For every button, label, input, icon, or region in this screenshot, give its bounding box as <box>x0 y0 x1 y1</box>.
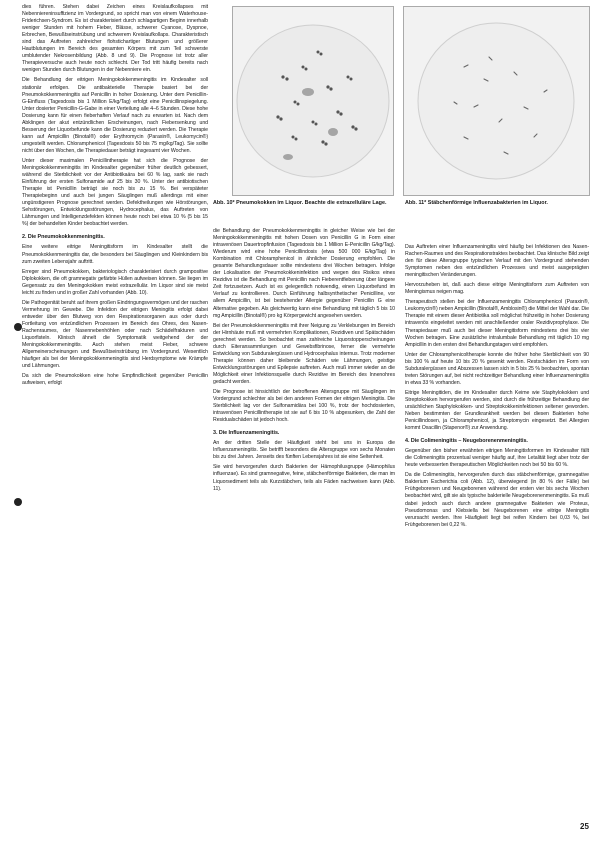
figure-10-caption: Abb. 10* Pneumokokken im Liquor. Beachte die extrazelluläre Lage. <box>213 200 387 206</box>
figure-pneumococci-micrograph <box>232 6 394 196</box>
binder-hole-bottom <box>14 498 22 506</box>
paragraph: die Behandlung der Pneumokokkenmeningitis in gleicher Weise wie bei der Meningokokkenmeningitis mit hohen Dosen von Penicillin G in Form einer intravenösen Dauertropfinfusion (Tagesdosis bis 1 Million E-Penicillin G/kg/Tag). Wiederum wird eine hohe Penicillindosis (etwa 500 000 E/kg/Tag) in Kombination mit Chloramphenicol in ähnlicher Dosierung empfohlen. Die gesamte Behandlungsdauer sollte mindestens drei Wochen betragen. Infolge der Lokalisation der Pneumokokkeninfektion und wegen des Risikos eines Rezidivs ist die Behandlung mit Penicillin nach Fieberentfieberung über längere Zeit fortzusetzen. Auch ist es gelegentlich notwendig, einen Liquorbefund im Verlauf zu kontrollieren. Durch Einführung halbsynthetischer Penicilline, vor allem Ampicillin, ist bei bestehender Allergie gegenüber Penicillin G eine Alternative gegeben. Als gleichwertig kann eine Behandlung mit täglich 5 bis 10 mg Ampicillin (Binotal®) pro kg Körpergewicht angesehen werden. <box>213 228 395 319</box>
paragraph: Eitrige Meningitiden, die im Kindesalter durch Keime wie Staphylokokken und Streptokokken hervorgerufen werden, sind durch die frühzeitige Behandlung der ursächlichen Staphylokokken- und Streptokokkeninfektionen seltener geworden. Neben bestimmten der Grundkrankheit werden bei diesen Bakterien hohe Penicillindosen, ja Chloramphenicol, ja Streptomycin eingesetzt. Bei Allergien kommt Oxacillin (Stapenor®) zur Anwendung. <box>405 389 589 432</box>
paragraph: Sie wird hervorgerufen durch Bakterien der Hämophilusgruppe (Hämophilus influenzae). Es sind gramnegative, feine, stäbchenförmige Bakterien, die man im Liquorsediment teils als Kurzstäbchen, teils als Fäden nachweisen kann (Abb. 11). <box>213 464 395 492</box>
binder-hole-top <box>14 323 22 331</box>
paragraph: Unter dieser maximalen Penicillintherapie hat sich die Prognose der Meningokokkenmeningitis im Kindesalter gegenüber früher deutlich gebessert, während die Sterblichkeit vor der Antibiotikaära bei 60 % lag, sank sie nach Einführung der ersten Sulfonamide auf 25 bis 30 %. Unter der antibiotischen Therapie ist Penicillin beträgt sie noch bis zu 15 %. Bei verspäteter Therapiebeginn und auch bei jungen Säuglingen muß allerdings mit einer ungünstigeren Prognose gerechnet werden. Defektheilungen wie Hörstörungen, Sehstörungen, Entwicklungsstörungen, Hydrocephalus, das Auftreten von Lähmungen und Intelligenzdefekten können heute noch bei etwa 10 % (5 bis 15 %) der behandelten Kinder beobachtet werden. <box>22 157 208 228</box>
text-column-left <box>22 4 208 824</box>
micrograph-image <box>404 7 589 195</box>
paragraph: Eine weitere eitrige Meningitisform im Kindesalter stellt die Pneumokokkenmeningitis dar, die besonders bei Säuglingen und Kleinkindern bis zum zweiten Lebensjahr auftritt. <box>22 244 208 265</box>
paragraph: Da sich die Pneumokokken eine hohe Empfindlichkeit gegenüber Penicillin aufweisen, erfolgt <box>22 373 208 387</box>
paragraph: Unter der Chloramphenicoltherapie konnte die früher hohe Sterblichkeit von 90 bis 100 % auf heute 10 bis 20 % gesenkt werden. Restschäden im Form von Subduralergüssen und Abszessen lassen sich in 5 bis 25 % beobachten, spontan treten Störungen auf, bei nicht rechtzeitiger Behandlung einer Influenzameningitis in etwa 33 % vorhanden. <box>405 351 589 386</box>
section-heading: 2. Die Pneumokokkenmeningitis. <box>22 234 105 241</box>
page-number: 25 <box>580 822 589 831</box>
text-column-middle <box>213 228 395 823</box>
paragraph: dies führen. Stehen dabei Zeichen eines Kreislaufkollapses mit Nebenniereninsuffizienz im Vordergrund, so spricht man von einem Waterhouse-Friderichsen-Syndrom. Es ist charakterisiert durch schlagartigen Beginn innerhalb weniger Stunden mit hohem Fieber, Blässe, schwerer Cyanose, Dyspnoe, Erbrechen, Bewußtseinstrübung und schwerem Kreislaufkollaps. Charakteristisch sind das Auftreten zahlreicher flohstichartiger Blutungen und größerer Hautblutungen im Bereich des gesamten Körpers mit zum Teil schwerste umblutender Nekrosenbildung (Abb. 8 und 9). Die Prognose ist trotz aller Therapieversuche auch heute noch schlecht. Der Tod tritt häufig bereits nach wenigen Stunden durch Blutungen in der Nebenniere ein. <box>22 4 208 74</box>
micrograph-image <box>233 7 393 195</box>
section-heading: 3. Die Influenzameningitis. <box>213 430 280 437</box>
paragraph: Erreger sind Pneumokokken, bakteriologisch charakterisiert durch grampositive Diplokokken, die oft gramnegativ gefärbte Hüllen aufweisen können. Sie liegen im Gegensatz zu den Meningokokken meist extrazellulär. Im Liquor sind sie meist leicht zu finden und in großer Zahl vorhanden (Abb. 10). <box>22 268 208 296</box>
paragraph: Die Prognose ist hinsichtlich der betroffenen Altersgruppe mit Säuglingen im Vordergrund schlechter als bei den anderen Formen der eitrigen Meningitis. Die Sterblichkeit lag vor der Sulfonamidära bei 100 %, trotz der hochdosierten, intravenösen Penicillintherapie ist sie auf 6 bis 10 % abgesunken, die Zahl der Residualschäden ist jedoch hoch. <box>213 389 395 424</box>
paragraph: Das Auftreten einer Influenzameningitis wird häufig bei Infektionen des Nasen-Rachen-Raumes und des Respirationstraktes beobachtet. Das klinische Bild zeigt den für diese Altersgruppe typischen Verlauf mit den Vordergrund stehenden Symptomen neben des entzündlichen Prozesses und meist ausgeprägten meningitischen Veränderungen. <box>405 244 589 279</box>
paragraph: Da die Colimeningitis, hervorgerufen durch das stäbchenförmige, gramnegative Bakterium Escherichia coli (Abb. 12), überwiegend (in 80 % der Fälle) bei Frühgeborenen und Neugeborenen während der ersten vier bis sechs Wochen beobachtet wird, gilt sie als typische bakterielle Neugeborenenmeningitis. Es muß dabei jedoch auch durch andere gramnegative Bakterien wie Proteus, Pseudomonas und Klebsiella bei Neugeborenen eine eitrige Meningitis verursacht werden. Ihre Häufigkeit liegt bei reifen Kindern bei 0,03 %, bei Frühgeborenen bei 0,22 %. <box>405 472 589 528</box>
paragraph: Die Pathogenität beruht auf ihrem großen Eindringungsvermögen und der raschen Vermehrung im Gewebe. Die Infektion der eitrigen Meningitis erfolgt dabei entweder über den Blutweg von den Respirationsorganen aus oder durch Fortleitung von entzündlichen Prozessen im Bereich des Ohres, des Nasen-Rachenraumes, der Nasennebenhöhlen oder nach Schädelfrakturen und Liquorfisteln. Klinisch ähnelt die Symptomatik weitgehend der der Meningokokkenmeningitis. Auch stehen meist Fieber, schwere Allgemeinerscheinungen und Bewußtseinstrübung im Vordergrund. Wesentlich häufiger als bei der Meningokokkenmeningitis sind Herdsymptome wie Krämpfe und Lähmungen. <box>22 299 208 370</box>
paragraph: Die Behandlung der eitrigen Meningokokkenmeningitis im Kindesalter soll stationär erfolgen. Die antibakterielle Therapie basiert bei der Pneumokokkenmeningitis auf Penicillin in hoher Dosierung. Unter dem Penicillin-G-Einfluss (Tagesdosis bis 1 Million E/kg/Tag) erfolgt eine Penicillinspiegelung. Unter dosierter Penicillin-G-Gabe in einer Verteilung alle 4–6 Stunden. Diese hohe Dosierung kann für einen fieberhaften Verlauf nach zu erwarten ist. Nach dem Abklingen der akut entzündlichen Erscheinungen, nach Fiebersenkung und Besserung der Liquorbefunde kann die Dosierung reduziert werden. Die Therapie kann auf Ampicillin (Binotal®) oder Erythromycin (Paraxin®, Leukomycin®) umgestellt werden. Chloramphenicol (Tagesdosis 50 bis 75 mg/kg/Tag). Sie sollte nicht über den Wochen, die Therapiedauer beträgt insgesamt vier Wochen. <box>22 77 208 154</box>
paragraph: Therapeutisch stellen bei der Influenzameningitis Chloramphenicol (Paraxin®, Leukomycin®) neben Ampicillin (Binotal®, Amblosin®) die Mittel der Wahl dar. Die Therapie mit einem dieser Antibiotika soll möglichst frühzeitig in hoher Dosierung intravenös eingeleitet werden mit anschließender oraler Rezidivprophylaxe. Die Therapiedauer muß auch bei dieser Meningitisform mindestens drei bis vier Wochen betragen. Eine zusätzliche intralumbale Behandlung mit täglich 10 mg Ampicillin in den ersten drei Behandlungstagen wird empfohlen. <box>405 299 589 348</box>
figure-11-caption: Abb. 11* Stäbchenförmige Influenzabakterien im Liquor. <box>405 200 548 206</box>
section-heading: 4. Die Colimeningitis – Neugeborenenmeningitis. <box>405 438 528 445</box>
paragraph: Bei der Pneumokokkenmeningitis mit ihrer Neigung zu Verklebungen im Bereich der Hirnhäute muß mit vermehrten Komplikationen, Rezidiven und Spätschäden gerechnet werden. So beobachtet man zahlreiche Liquorstopperscheinungen durch Eiteransammlungen und Gewebsfibrinose, ferner die vermehrte Entwicklung von Subduralergüssen und Hydrocephalus internus. Trotz moderner Therapie können daher bleibende Schäden wie Lähmungen, geistige Entwicklungsstörungen und Epilepsie auftreten. Auch muß immer wieder an die Möglichkeit einer Infektionsquelle durch Rezidive im Bereich des Innenohres gedacht werden. <box>213 322 395 385</box>
paragraph: An der dritten Stelle der Häufigkeit steht bei uns in Europa die Influenzameningitis. Sie betrifft besonders die Altersgruppe von sechs Monaten bis zu drei Jahren. Jenseits des fünften Lebensjahres ist sie eine Seltenheit. <box>213 440 395 461</box>
paragraph: Hervorzuheben ist, daß auch diese eitrige Meningitisform zum Auftreten von Meningismus neigen mag. <box>405 282 589 296</box>
paragraph: Gegenüber den bisher erwähnten eitrigen Meningitisformen im Kindesalter fällt die Colimeningitis prozentual weniger häufig auf, ihre Letalität liegt aber trotz der heute verbesserten therapeutischen Möglichkeiten noch bei 50 bis 60 %. <box>405 448 589 469</box>
text-column-right <box>405 244 589 826</box>
figure-influenza-bacteria-micrograph <box>403 6 590 196</box>
